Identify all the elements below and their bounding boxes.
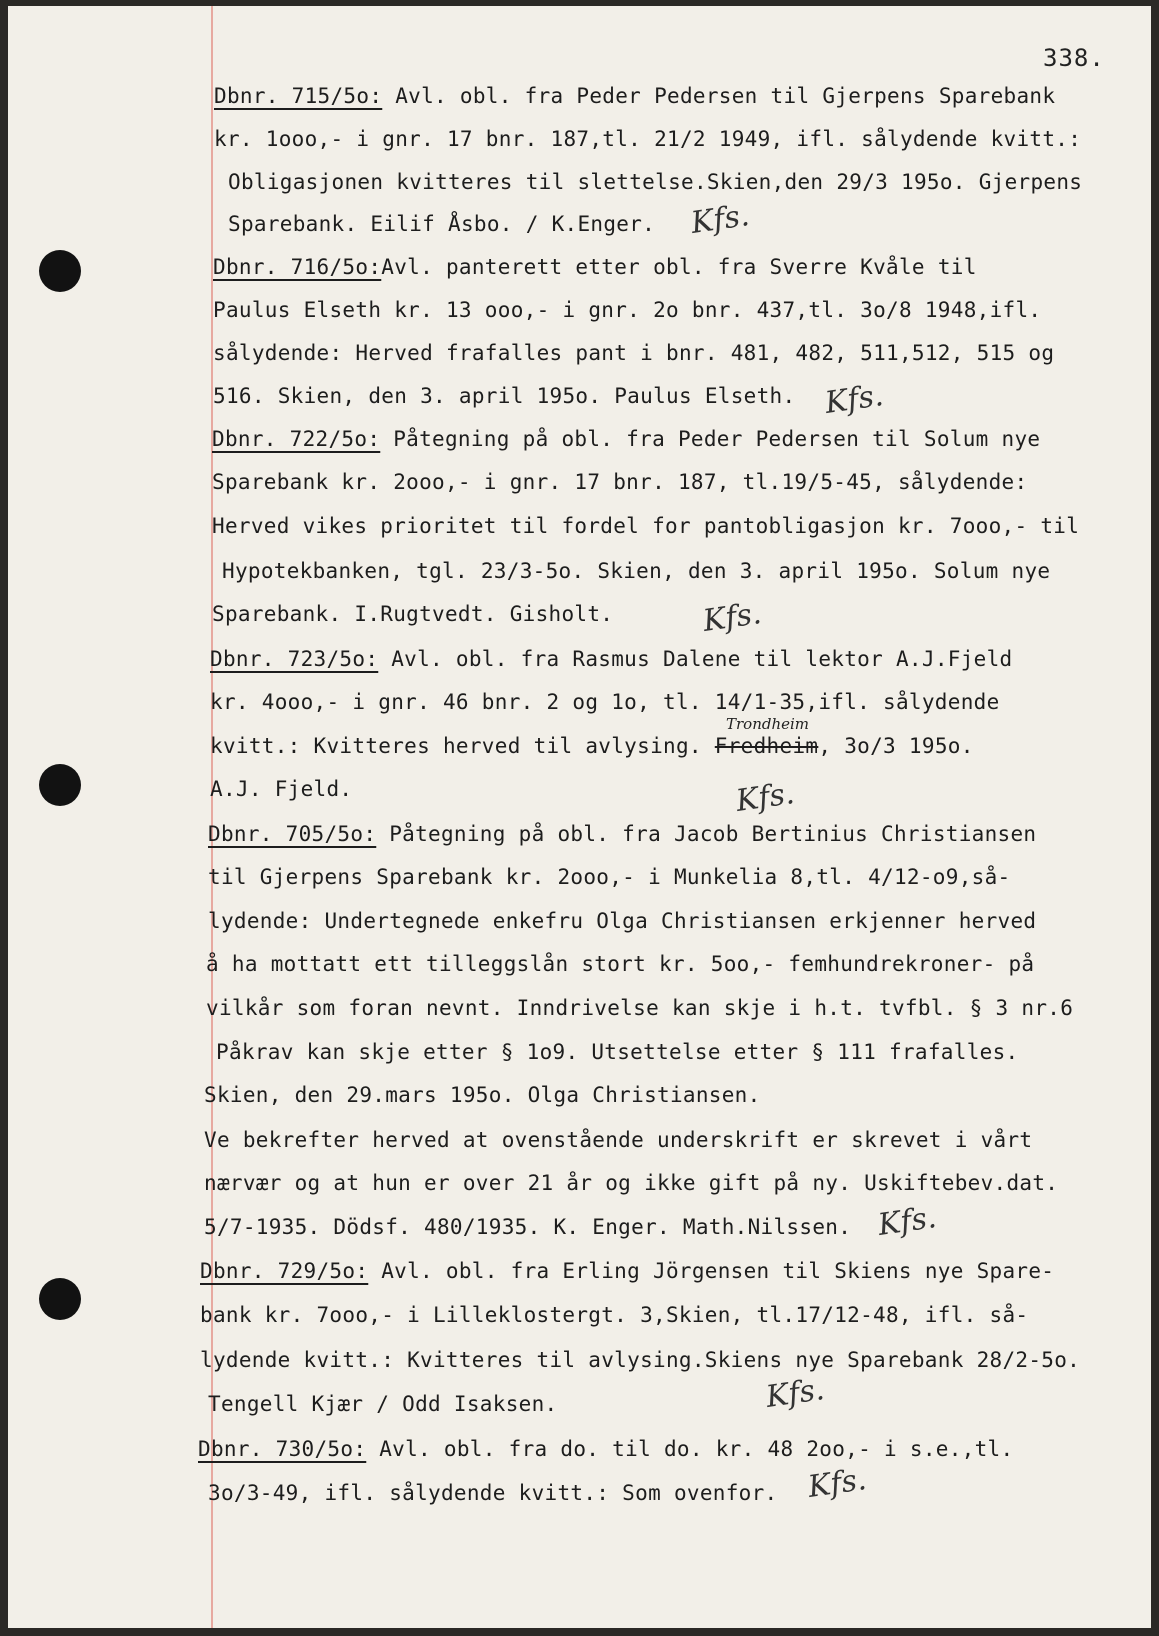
handwritten-initials: Kfs.: [805, 1462, 869, 1505]
punch-hole: [39, 764, 81, 806]
handwritten-initials: Kfs.: [688, 198, 752, 241]
entry-line: kr. 4ooo,- i gnr. 46 bnr. 2 og 1o, tl. 14/1-35,ifl. sålydende: [210, 690, 1000, 714]
entry-reference: Dbnr. 723/5o:: [210, 647, 379, 671]
entry-line: å ha mottatt ett tilleggslån stort kr. 5oo,- femhundrekroner- på: [206, 952, 1035, 976]
handwritten-initials: Kfs.: [700, 596, 764, 639]
entry-line: lydende kvitt.: Kvitteres til avlysing.Skiens nye Sparebank 28/2-5o.: [200, 1348, 1081, 1372]
entry-line: kr. 1ooo,- i gnr. 17 bnr. 187,tl. 21/2 1949, ifl. sålydende kvitt.:: [214, 127, 1082, 151]
punch-hole: [39, 250, 81, 292]
entry-line: Skien, den 29.mars 195o. Olga Christiansen.: [204, 1083, 761, 1107]
entry-line: A.J. Fjeld.: [210, 777, 353, 801]
document-page: [8, 6, 1151, 1628]
entry-line: 516. Skien, den 3. april 195o. Paulus Elseth.: [213, 384, 796, 408]
entry-line: Dbnr. 729/5o: Avl. obl. fra Erling Jörgensen til Skiens nye Spare-: [200, 1259, 1055, 1283]
margin-rule: [211, 6, 213, 1628]
page-number: 338.: [1043, 44, 1105, 72]
entry-line: kvitt.: Kvitteres herved til avlysing. Fredheim, 3o/3 195o.: [210, 734, 974, 758]
handwritten-initials: Kfs.: [733, 776, 797, 819]
entry-line: Dbnr. 715/5o: Avl. obl. fra Peder Pedersen til Gjerpens Sparebank: [214, 84, 1056, 108]
entry-line: Dbnr. 716/5o:Avl. panterett etter obl. fra Sverre Kvåle til: [213, 255, 977, 279]
entry-reference: Dbnr. 715/5o:: [214, 84, 383, 108]
entry-line: vilkår som foran nevnt. Inndrivelse kan skje i h.t. tvfbl. § 3 nr.6: [206, 996, 1074, 1020]
entry-reference: Dbnr. 729/5o:: [200, 1259, 369, 1283]
entry-line: sålydende: Herved frafalles pant i bnr. 481, 482, 511,512, 515 og: [213, 341, 1055, 365]
entry-line: Dbnr. 705/5o: Påtegning på obl. fra Jacob Bertinius Christiansen: [208, 822, 1037, 846]
entry-line: Ve bekrefter herved at ovenstående underskrift er skrevet i vårt: [204, 1128, 1033, 1152]
entry-line: Obligasjonen kvitteres til slettelse.Skien,den 29/3 195o. Gjerpens: [228, 170, 1083, 194]
handwritten-initials: Kfs.: [822, 378, 886, 421]
entry-reference: Dbnr. 722/5o:: [212, 427, 381, 451]
entry-line: Paulus Elseth kr. 13 ooo,- i gnr. 2o bnr. 437,tl. 3o/8 1948,ifl.: [213, 298, 1042, 322]
entry-line: til Gjerpens Sparebank kr. 2ooo,- i Munkelia 8,tl. 4/12-o9,så-: [208, 865, 1011, 889]
entry-line: Sparebank. I.Rugtvedt. Gisholt.: [212, 602, 614, 626]
handwritten-initials: Kfs.: [875, 1200, 939, 1243]
handwritten-insert: Trondheim: [726, 715, 810, 733]
entry-line: bank kr. 7ooo,- i Lilleklostergt. 3,Skien, tl.17/12-48, ifl. så-: [200, 1303, 1029, 1327]
entry-line: Dbnr. 723/5o: Avl. obl. fra Rasmus Dalene til lektor A.J.Fjeld: [210, 647, 1013, 671]
entry-reference: Dbnr. 730/5o:: [198, 1437, 367, 1461]
entry-line: 3o/3-49, ifl. sålydende kvitt.: Som ovenfor.: [208, 1481, 778, 1505]
punch-hole: [39, 1278, 81, 1320]
entry-reference: Dbnr. 716/5o:: [213, 255, 382, 279]
handwritten-initials: Kfs.: [763, 1372, 827, 1415]
entry-line: nærvær og at hun er over 21 år og ikke gift på ny. Uskiftebev.dat.: [204, 1171, 1059, 1195]
entry-line: Dbnr. 730/5o: Avl. obl. fra do. til do. kr. 48 2oo,- i s.e.,tl.: [198, 1437, 1014, 1461]
entry-line: Sparebank. Eilif Åsbo. / K.Enger.: [228, 212, 656, 236]
entry-line: Herved vikes prioritet til fordel for pantobligasjon kr. 7ooo,- til: [212, 514, 1080, 538]
entry-line: 5/7-1935. Dödsf. 480/1935. K. Enger. Math.Nilssen.: [204, 1215, 852, 1239]
entry-line: Tengell Kjær / Odd Isaksen.: [208, 1392, 558, 1416]
entry-line: Sparebank kr. 2ooo,- i gnr. 17 bnr. 187, tl.19/5-45, sålydende:: [212, 470, 1028, 494]
entry-line: Hypotekbanken, tgl. 23/3-5o. Skien, den 3. april 195o. Solum nye: [222, 559, 1051, 583]
entry-line: lydende: Undertegnede enkefru Olga Christiansen erkjenner herved: [208, 909, 1037, 933]
entry-reference: Dbnr. 705/5o:: [208, 822, 377, 846]
entry-line: Dbnr. 722/5o: Påtegning på obl. fra Peder Pedersen til Solum nye: [212, 427, 1041, 451]
entry-line: Påkrav kan skje etter § 1o9. Utsettelse etter § 111 frafalles.: [216, 1040, 1019, 1064]
struck-word: Fredheim: [714, 734, 819, 758]
